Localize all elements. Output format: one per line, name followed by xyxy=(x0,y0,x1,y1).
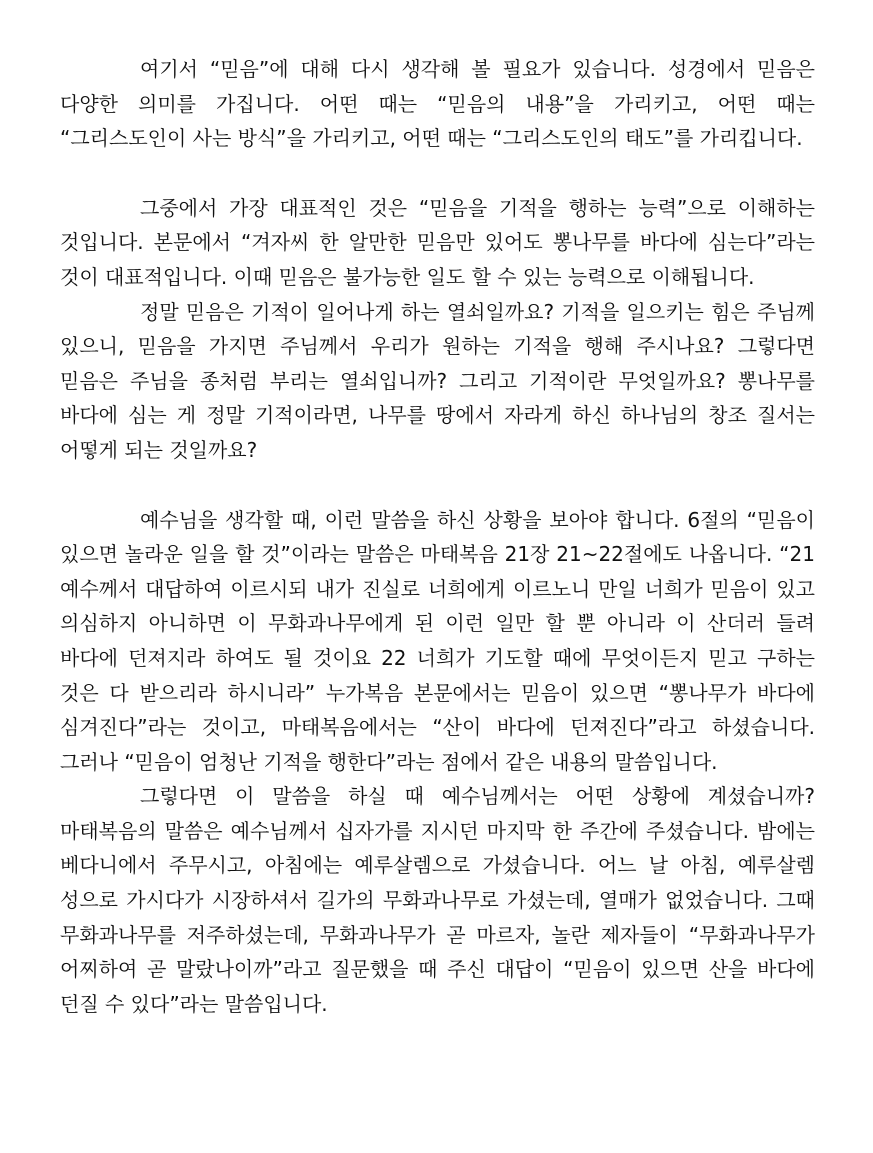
paragraph-gap xyxy=(60,468,815,503)
paragraph-faith-meanings: 여기서 “믿음”에 대해 다시 생각해 볼 필요가 있습니다. 성경에서 믿음은 다양한 의미를 가집니다. 어떤 때는 “믿음의 내용”을 가리키고, 어떤 때는 “그리스도인이 사는 방식”을 가리키고, 어떤 때는 “그리스도인의 태도”를 가리킵니다. xyxy=(60,57,815,151)
paragraph-gap xyxy=(60,156,815,191)
paragraph-faith-as-power: 그중에서 가장 대표적인 것은 “믿음을 기적을 행하는 능력”으로 이해하는 것입니다. 본문에서 “겨자씨 한 알만한 믿음만 있어도 뽕나무를 바다에 심는다”라는 것이 대표적입니다. 이때 믿음은 불가능한 일도 할 수 있는 능력으로 이해됩니다. xyxy=(60,195,815,289)
document-page xyxy=(60,52,815,1021)
paragraph-fig-tree-situation: 그렇다면 이 말씀을 하실 때 예수님께서는 어떤 상황에 계셨습니까? 마태복음의 말씀은 예수님께서 십자가를 지시던 마지막 한 주간에 주셨습니다. 밤에는 베다니에서 주무시고, 아침에는 예루살렘으로 가셨습니다. 어느 날 아침, 예루살렘 성으로 가시다가 시장하셔서 길가의 무화과나무로 가셨는데, 열매가 없었습니다. 그때 무화과나무를 저주하셨는데, 무화과나무가 곧 마르자, 놀란 제자들이 “무화과나무가 어찌하여 곧 말랐나이까”라고 질문했을 때 주신 대답이 “믿음이 있으면 산을 바다에 던질 수 있다”라는 말씀입니다. xyxy=(60,784,815,1016)
paragraph-miracle-questions: 정말 믿음은 기적이 일어나게 하는 열쇠일까요? 기적을 일으키는 힘은 주님께 있으니, 믿음을 가지면 주님께서 우리가 원하는 기적을 행해 주시나요? 그렇다면 믿음은 주님을 종처럼 부리는 열쇠입니까? 그리고 기적이란 무엇일까요? 뽕나무를 바다에 심는 게 정말 기적이라면, 나무를 땅에서 자라게 하신 하나님의 창조 질서는 어떻게 되는 것일까요? xyxy=(60,299,815,462)
paragraph-matthew-context: 예수님을 생각할 때, 이런 말씀을 하신 상황을 보아야 합니다. 6절의 “믿음이 있으면 놀라운 일을 할 것”이라는 말씀은 마태복음 21장 21~22절에도 나옵니다. “21 예수께서 대답하여 이르시되 내가 진실로 너희에게 이르노니 만일 너희가 믿음이 있고 의심하지 아니하면 이 무화과나무에게 된 이런 일만 할 뿐 아니라 이 산더러 들려 바다에 던져지라 하여도 될 것이요 22 너희가 기도할 때에 무엇이든지 믿고 구하는 것은 다 받으리라 하시니라” 누가복음 본문에서는 믿음이 있으면 “뽕나무가 바다에 심겨진다”라는 것이고, 마태복음에서는 “산이 바다에 던져진다”라고 하셨습니다. 그러나 “믿음이 엄청난 기적을 행한다”라는 점에서 같은 내용의 말씀입니다. xyxy=(60,507,815,774)
